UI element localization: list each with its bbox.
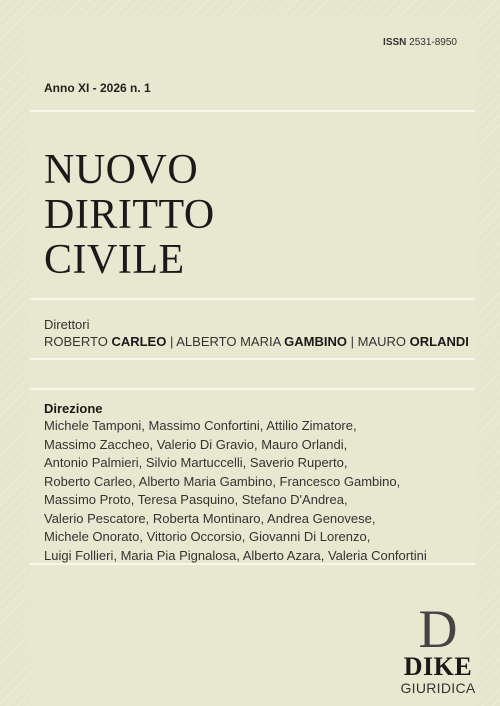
direzione-line: Michele Onorato, Vittorio Occorsio, Giovanni Di Lorenzo,	[44, 529, 371, 544]
director-first-name: MAURO	[357, 334, 407, 349]
separator: |	[350, 334, 358, 349]
logo-name: DIKE	[403, 652, 473, 681]
issn-label: ISSN	[383, 37, 407, 48]
directors-list	[44, 334, 469, 349]
director-last-name: ORLANDI	[409, 334, 469, 349]
director-first-name: ALBERTO MARIA	[176, 334, 281, 349]
director-last-name: CARLEO	[111, 334, 167, 349]
director-last-name: GAMBINO	[284, 334, 347, 349]
logo-letter: D	[418, 599, 458, 659]
issue-info: Anno XI - 2026 n. 1	[44, 81, 151, 95]
issn	[383, 37, 457, 48]
direzione-line: Valerio Pescatore, Roberta Montinaro, Andrea Genovese,	[44, 510, 376, 526]
direzione-line: Roberto Carleo, Alberto Maria Gambino, Francesco Gambino,	[44, 473, 401, 489]
divider-line	[30, 110, 475, 112]
direzione-line: Antonio Palmieri, Silvio Martuccelli, Saverio Ruperto,	[44, 455, 348, 470]
direzione-line: Massimo Proto, Teresa Pasquino, Stefano D'Andrea,	[44, 492, 348, 507]
direzione-line: Michele Tamponi, Massimo Confortini, Attilio Zimatore,	[44, 418, 357, 433]
divider-line	[30, 358, 475, 360]
directors-label: Direttori	[44, 317, 90, 332]
publisher-logo	[398, 599, 478, 696]
journal-title	[44, 148, 215, 283]
title-line: NUOVO	[44, 147, 199, 193]
divider-line	[30, 388, 475, 390]
divider-line	[30, 298, 475, 300]
separator: |	[169, 334, 177, 349]
issn-number: 2531-8950	[409, 37, 457, 48]
director-first-name: ROBERTO	[44, 334, 108, 349]
title-line: CIVILE	[44, 237, 185, 283]
direzione-line: Luigi Follieri, Maria Pia Pignalosa, Alberto Azara, Valeria Confortini	[44, 547, 427, 563]
direzione-label: Direzione	[44, 401, 103, 416]
direzione-line: Massimo Zaccheo, Valerio Di Gravio, Mauro Orlandi,	[44, 436, 348, 452]
direzione-list	[44, 417, 427, 565]
cover-panel	[30, 18, 475, 706]
title-line: DIRITTO	[44, 192, 215, 238]
logo-subtitle: GIURIDICA	[400, 680, 476, 696]
